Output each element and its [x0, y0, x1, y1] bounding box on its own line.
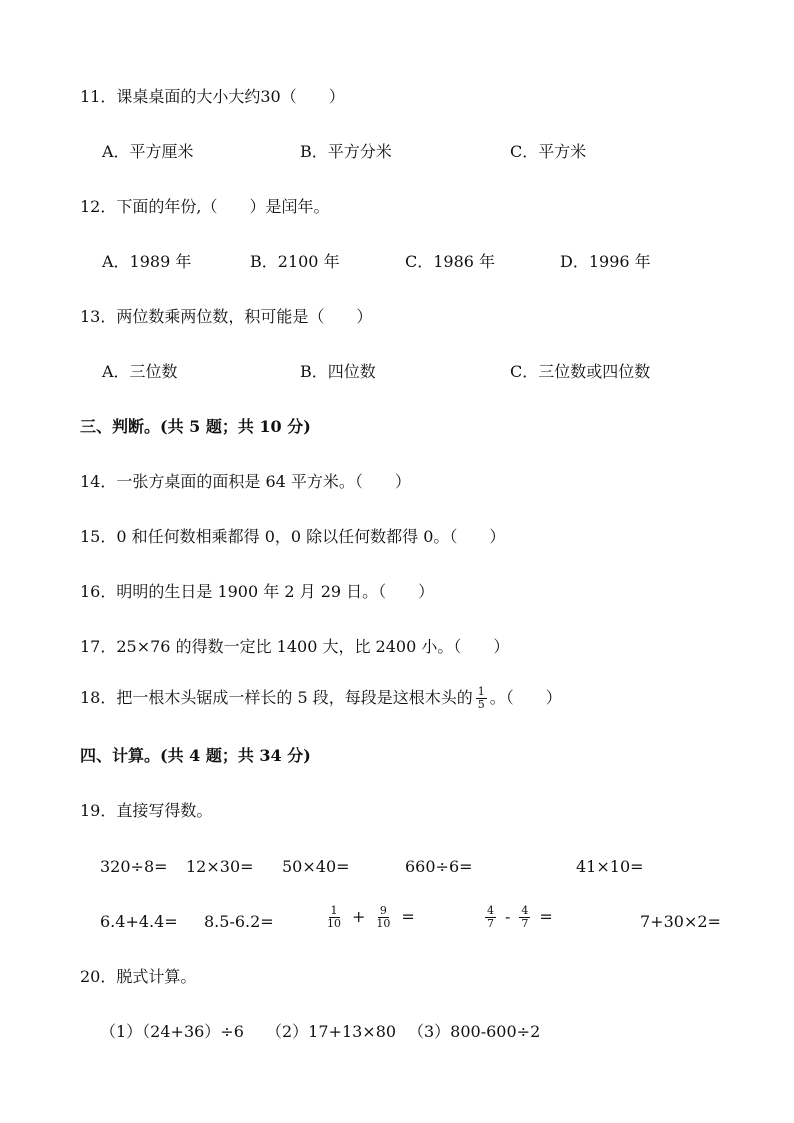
fraction-denominator: 7 — [521, 917, 529, 930]
q19-fraction-addition — [322, 905, 421, 930]
fraction-numerator: 1 — [477, 685, 485, 698]
q19-item-1: 320÷8= — [100, 857, 168, 876]
fraction-a — [325, 905, 343, 930]
q12-option-d[interactable]: D．1996 年 — [560, 252, 651, 271]
q20-item-3: （3）800-600÷2 — [408, 1022, 541, 1041]
fraction-denominator: 5 — [477, 698, 485, 711]
section-3-heading: 三、判断。(共 5 题；共 10 分) — [80, 417, 311, 436]
q13-option-c[interactable]: C．三位数或四位数 — [510, 362, 651, 381]
fraction-numerator: 4 — [521, 904, 529, 917]
q20-item-2: （2）17+13×80 — [266, 1022, 397, 1041]
equals-sign: = — [539, 907, 553, 926]
fraction-a — [485, 905, 496, 930]
question-18-tail: 。（ ） — [489, 688, 562, 707]
fraction-b — [374, 905, 392, 930]
q19-item-3: 50×40= — [282, 857, 350, 876]
plus-sign: + — [352, 907, 366, 926]
q19-item-7: 8.5-6.2= — [204, 912, 274, 931]
question-20-stem: 20．脱式计算。 — [80, 967, 197, 986]
question-18 — [80, 686, 562, 711]
q12-option-a[interactable]: A．1989 年 — [102, 252, 192, 271]
q12-option-b[interactable]: B．2100 年 — [250, 252, 340, 271]
q12-option-c[interactable]: C．1986 年 — [405, 252, 496, 271]
question-11-stem: 11．课桌桌面的大小大约30（ ） — [80, 87, 345, 106]
question-15: 15．0 和任何数相乘都得 0，0 除以任何数都得 0。（ ） — [80, 527, 506, 546]
q11-option-a[interactable]: A．平方厘米 — [102, 142, 194, 161]
q19-item-2: 12×30= — [186, 857, 254, 876]
q19-fraction-subtraction — [482, 905, 559, 930]
q13-option-b[interactable]: B．四位数 — [300, 362, 376, 381]
section-4-heading: 四、计算。(共 4 题；共 34 分) — [80, 746, 311, 765]
q11-option-b[interactable]: B．平方分米 — [300, 142, 392, 161]
question-18-text: 18．把一根木头锯成一样长的 5 段，每段是这根木头的 — [80, 688, 473, 707]
question-14: 14．一张方桌面的面积是 64 平方米。（ ） — [80, 472, 411, 491]
fraction-numerator: 1 — [330, 904, 338, 917]
question-13-stem: 13．两位数乘两位数，积可能是（ ） — [80, 307, 373, 326]
fraction-b — [519, 905, 530, 930]
fraction-one-fifth — [476, 686, 487, 711]
q11-option-c[interactable]: C．平方米 — [510, 142, 587, 161]
q20-item-1: （1）（24+36）÷6 — [100, 1022, 244, 1041]
question-17: 17．25×76 的得数一定比 1400 大，比 2400 小。（ ） — [80, 637, 510, 656]
q19-item-6: 6.4+4.4= — [100, 912, 178, 931]
question-12-stem: 12．下面的年份,（ ）是闰年。 — [80, 197, 330, 216]
q19-item-5: 41×10= — [576, 857, 644, 876]
fraction-denominator: 7 — [487, 917, 494, 930]
minus-sign: - — [505, 907, 511, 926]
question-16: 16．明明的生日是 1900 年 2 月 29 日。（ ） — [80, 582, 435, 601]
q19-item-4: 660÷6= — [405, 857, 473, 876]
fraction-denominator: 10 — [327, 917, 341, 930]
q13-option-a[interactable]: A．三位数 — [102, 362, 178, 381]
q19-item-10: 7+30×2= — [640, 912, 721, 931]
question-19-stem: 19．直接写得数。 — [80, 801, 213, 820]
fraction-denominator: 10 — [376, 917, 391, 930]
fraction-numerator: 9 — [379, 904, 387, 917]
fraction-numerator: 4 — [487, 904, 494, 917]
equals-sign: = — [401, 907, 415, 926]
